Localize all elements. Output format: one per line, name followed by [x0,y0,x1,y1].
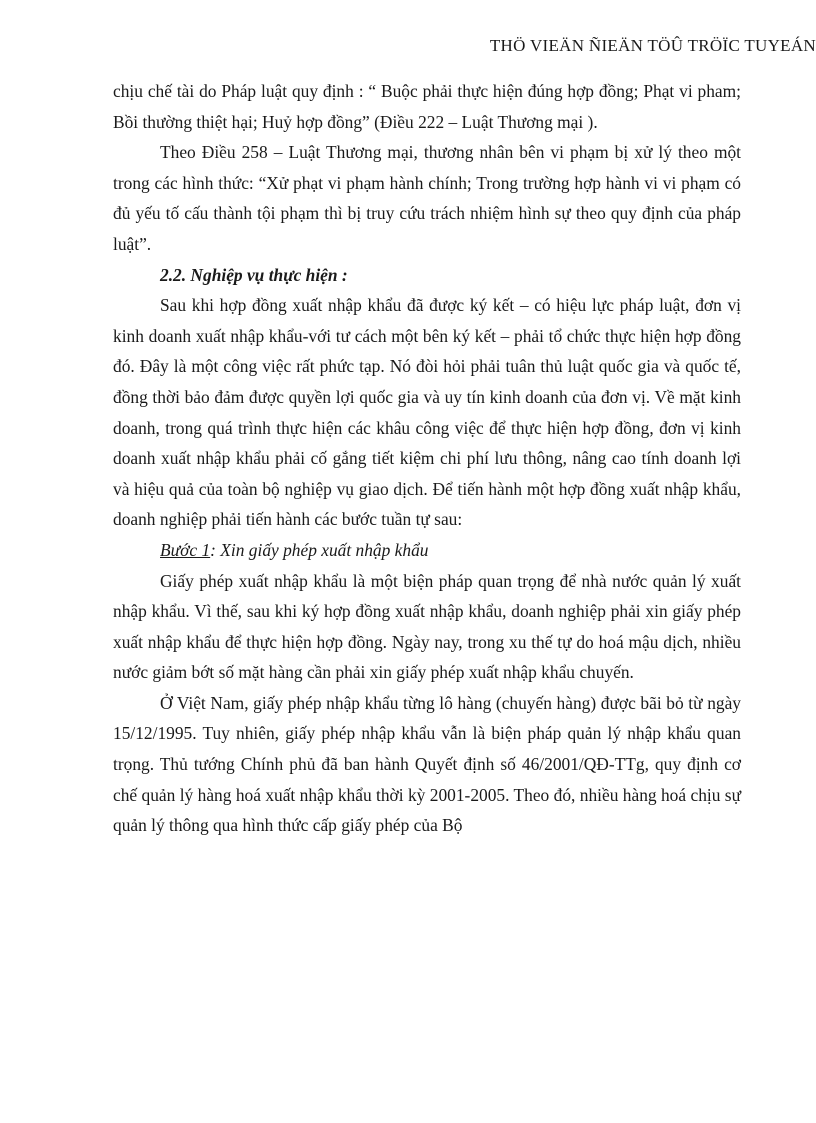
document-body [113,76,741,841]
step-heading [113,535,741,566]
step-label: Bước 1 [160,539,211,560]
page-header: THÖ VIEÄN ÑIEÄN TÖÛ TRÖÏC TUYEÁN [489,36,816,55]
paragraph-sanctions: chịu chế tài do Pháp luật quy định : “ Buộc phải thực hiện đúng hợp đồng; Phạt vi pham; Bồi thường thiệt hại; Huỷ hợp đồng” (Điều 222 – Luật Thương mại ). [113,81,741,132]
paragraph-vietnam-license: Ở Việt Nam, giấy phép nhập khẩu từng lô hàng (chuyến hàng) được bãi bỏ từ ngày 15/12/1995. Tuy nhiên, giấy phép nhập khẩu vẫn là biện pháp quản lý nhập khẩu quan trọng. Thủ tướng Chính phủ đã ban hành Quyết định số 46/2001/QĐ-TTg, quy định cơ chế quản lý hàng hoá xuất nhập khẩu thời kỳ 2001-2005. Theo đó, nhiều hàng hoá chịu sự quản lý thông qua hình thức cấp giấy phép của Bộ [113,692,741,836]
step-title: : Xin giấy phép xuất nhập khẩu [210,539,429,560]
paragraph-contract-execution: Sau khi hợp đồng xuất nhập khẩu đã được ký kết – có hiệu lực pháp luật, đơn vị kinh doanh xuất nhập khẩu-với tư cách một bên ký kết – phải tổ chức thực hiện hợp đồng đó. Đây là một công việc rất phức tạp. Nó đòi hỏi phải tuân thủ luật quốc gia và quốc tế, đồng thời bảo đảm được quyền lợi quốc gia và uy tín kinh doanh của đơn vị. Về mặt kinh doanh, trong quá trình thực hiện các khâu công việc để thực hiện hợp đồng, đơn vị kinh doanh xuất nhập khẩu phải cố gắng tiết kiệm chi phí lưu thông, nâng cao tính doanh lợi và hiệu quả của toàn bộ nghiệp vụ giao dịch. Để tiến hành một hợp đồng xuất nhập khẩu, doanh nghiệp phải tiến hành các bước tuần tự sau: [113,295,741,530]
paragraph-article-258: Theo Điều 258 – Luật Thương mại, thương nhân bên vi phạm bị xử lý theo một trong các hình thức: “Xử phạt vi phạm hành chính; Trong trường hợp hành vi vi phạm có đủ yếu tố cấu thành tội phạm thì bị truy cứu trách nhiệm hình sự theo quy định của pháp luật”. [113,142,741,254]
paragraph-license: Giấy phép xuất nhập khẩu là một biện pháp quan trọng để nhà nước quản lý xuất nhập khẩu. Vì thế, sau khi ký hợp đồng xuất nhập khẩu, doanh nghiệp phải xin giấy phép xuất nhập khẩu để thực hiện hợp đồng. Ngày nay, trong xu thế tự do hoá mậu dịch, nhiều nước giảm bớt số mặt hàng cần phải xin giấy phép xuất nhập khẩu chuyến. [113,570,741,683]
section-heading: 2.2. Nghiệp vụ thực hiện : [160,264,348,285]
